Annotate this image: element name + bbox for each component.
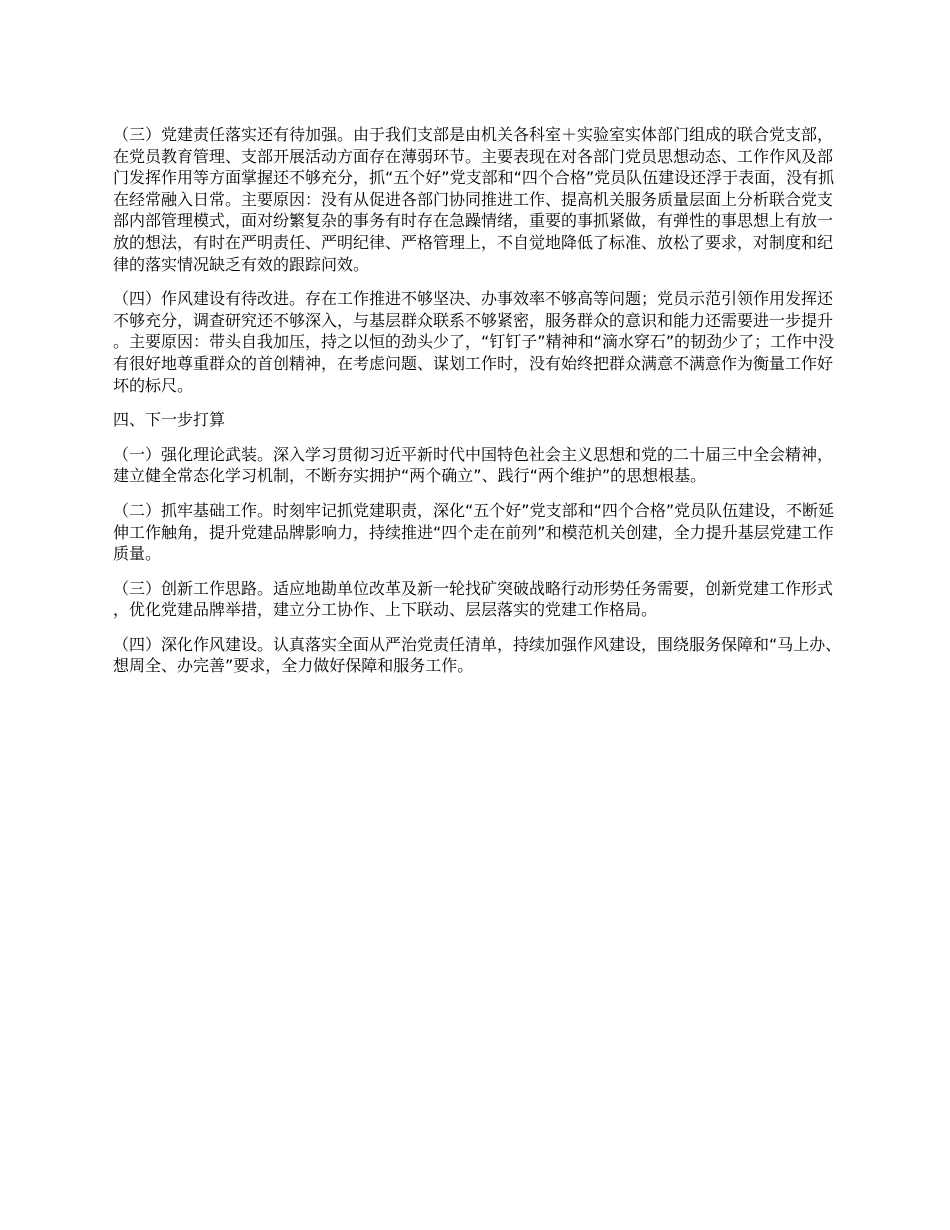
paragraph-deepen-style: （四）深化作风建设。认真落实全面从严治党责任清单，持续加强作风建设，围绕服务保障和“马上办、想周全、办完善”要求，全力做好保障和服务工作。 [113,634,842,676]
paragraph-basic-work: （二）抓牢基础工作。时刻牢记抓党建职责，深化“五个好”党支部和“四个合格”党员队伍建设，不断延伸工作触角，提升党建品牌影响力，持续推进“四个走在前列”和模范机关创建，全力提升基层党建工作质量。 [113,500,835,564]
paragraph-theory-study: （一）强化理论武装。深入学习贯彻习近平新时代中国特色社会主义思想和党的二十届三中全会精神，建立健全常态化学习机制，不断夯实拥护“两个确立”、践行“两个维护”的思想根基。 [113,444,834,486]
section-heading-next-steps: 四、下一步打算 [113,410,226,430]
paragraph-work-style: （四）作风建设有待改进。存在工作推进不够坚决、办事效率不够高等问题；党员示范引领作用发挥还不够充分，调查研究还不够深入，与基层群众联系不够紧密，服务群众的意识和能力还需要进一步提升。主要原因：带头自我加压，持之以恒的劲头少了，“钉钉子”精神和“滴水穿石”的韧劲少了；工作中没有很好地尊重群众的首创精神，在考虑问题、谋划工作时，没有始终把群众满意不满意作为衡量工作好坏的标尺。 [113,289,835,395]
paragraph-party-responsibility: （三）党建责任落实还有待加强。由于我们支部是由机关各科室＋实验室实体部门组成的联合党支部，在党员教育管理、支部开展活动方面存在薄弱环节。主要表现在对各部门党员思想动态、工作作风及部门发挥作用等方面掌握还不够充分，抓“五个好”党支部和“四个合格”党员队伍建设还浮于表面，没有抓在经常融入日常。主要原因：没有从促进各部门协同推进工作、提高机关服务质量层面上分析联合党支部内部管理模式，面对纷繁复杂的事务有时存在急躁情绪，重要的事抓紧做，有弹性的事思想上有放一放的想法，有时在严明责任、严明纪律、严格管理上，不自觉地降低了标准、放松了要求，对制度和纪律的落实情况缺乏有效的跟踪问效。 [113,125,835,274]
paragraph-innovation: （三）创新工作思路。适应地勘单位改革及新一轮找矿突破战略行动形势任务需要，创新党建工作形式，优化党建品牌举措，建立分工协作、上下联动、层层落实的党建工作格局。 [113,578,834,620]
document-body [113,124,845,690]
